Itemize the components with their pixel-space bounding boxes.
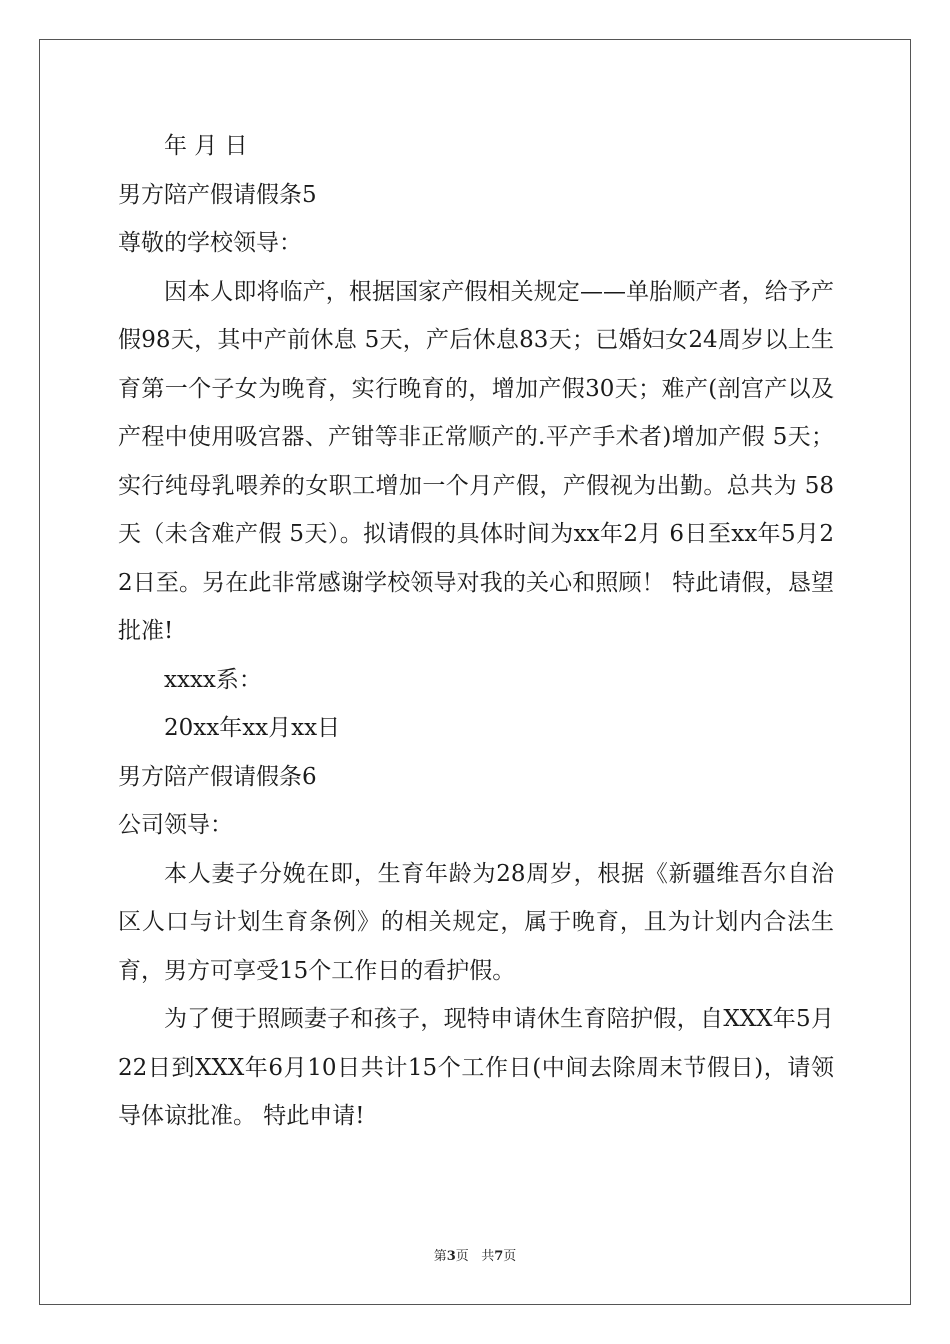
page-footer: [0, 1248, 950, 1266]
date-line: 年 月 日: [164, 133, 248, 159]
section6-title: 男方陪产假请假条6: [118, 763, 317, 790]
page-total: 7: [494, 1249, 504, 1264]
document-body: [118, 122, 834, 1141]
section5-salutation: 尊敬的学校领导：: [118, 230, 302, 256]
total-prefix: 共: [481, 1249, 495, 1264]
section5-signature: xxxx系：: [164, 666, 262, 693]
total-suffix: 页: [503, 1249, 517, 1264]
section6-body-1: 本人妻子分娩在即，生育年龄为28周岁，根据《新疆维吾尔自治区人口与计划生育条例》的相关规定，属于晚育，且为计划内合法生育，男方可享受15个工作日的看护假。: [118, 860, 834, 984]
section5-date: 20xx年xx月xx日: [164, 715, 341, 741]
section6-body-2: 为了便于照顾妻子和孩子，现特申请休生育陪护假，自XXX年5月22日到XXX年6月10日共计15个工作日(中间去除周末节假日)，请领导体谅批准。 特此申请!: [118, 1006, 834, 1129]
section6-salutation: 公司领导：: [118, 812, 233, 838]
section5-body: 因本人即将临产，根据国家产假相关规定——单胎顺产者，给予产假98天，其中产前休息 5天，产后休息83天；已婚妇女24周岁以上生育第一个子女为晚育，实行晚育的，增加产假30天；难产(剖宫产以及产程中使用吸宫器、产钳等非正常顺产的.平产手术者)增加产假 5天；实行纯母乳喂养的女职工增加一个月产假，产假视为出勤。总共为 58天（未含难产假 5天）。拟请假的具体时间为xx年2月 6日至xx年5月22日至。另在此非常感谢学校领导对我的关心和照顾！ 特此请假，恳望批准!: [118, 278, 834, 644]
page-suffix: 页: [455, 1249, 469, 1264]
page-prefix: 第: [433, 1249, 447, 1264]
page-current: 3: [446, 1249, 456, 1264]
section5-title: 男方陪产假请假条5: [118, 181, 317, 208]
